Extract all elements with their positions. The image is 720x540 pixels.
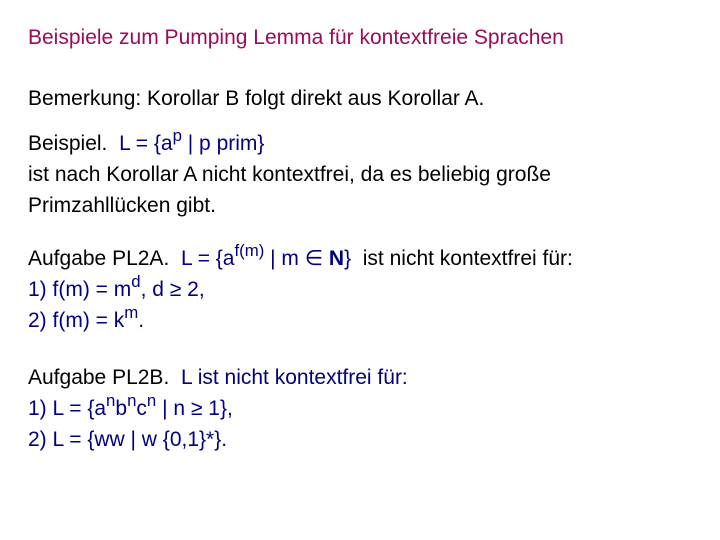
example-label: Beispiel. [28, 132, 108, 155]
example-line-2: ist nach Korollar A nicht kontextfrei, da es beliebig große [28, 163, 551, 186]
task-b-label: Aufgabe PL2B. [28, 366, 170, 389]
task-b-tail: L ist nicht kontextfrei für: [180, 366, 408, 389]
example-paragraph [28, 125, 551, 221]
task-b-item-1-c: c [136, 397, 147, 420]
task-a-item-1-sup: d [131, 271, 141, 291]
task-a-label: Aufgabe PL2A. [28, 247, 170, 270]
example-formula-prefix: L = {a [119, 132, 173, 155]
slide-title: Beispiele zum Pumping Lemma für kontextfreie Sprachen [28, 26, 564, 49]
remark-paragraph [28, 83, 484, 114]
task-b-item-1-suffix: | n ≥ 1}, [156, 397, 233, 420]
task-a-formula [180, 240, 352, 270]
task-a-line-1 [28, 240, 573, 274]
remark-text: Bemerkung: Korollar B folgt direkt aus Korollar A. [28, 87, 485, 110]
task-a-item-2-suffix: . [138, 309, 145, 332]
example-line-1 [28, 125, 551, 159]
task-b-line-1 [28, 362, 408, 393]
task-b-item-1 [28, 390, 408, 424]
task-b-item-1-sup-a: n [106, 390, 116, 410]
task-a-item-1 [28, 271, 573, 305]
example-formula-sup: p [172, 125, 182, 145]
task-a-item-2-prefix: 2) f(m) = k [28, 309, 125, 332]
task-a-paragraph [28, 240, 573, 336]
task-a-item-2 [28, 302, 573, 336]
task-b-item-2: 2) L = {ww | w {0,1}*}. [28, 428, 228, 451]
example-formula [119, 125, 265, 155]
task-b-item-1-sup-c: n [146, 390, 157, 410]
example-line-3: Primzahllücken gibt. [28, 194, 216, 217]
task-b-item-1-b: b [115, 397, 128, 420]
task-a-formula-mid: | m [264, 247, 305, 270]
task-b-item-1-sup-b: n [127, 390, 137, 410]
task-a-item-2-sup: m [124, 302, 139, 322]
task-a-item-1-suffix: , d ≥ 2, [140, 278, 205, 301]
task-a-formula-prefix: L = {a [180, 247, 235, 270]
task-a-tail: ist nicht kontextfrei für: [362, 247, 573, 270]
element-of-symbol: ∈ [304, 247, 324, 270]
example-formula-suffix: | p prim} [181, 132, 265, 155]
natural-numbers-symbol: N [328, 247, 345, 270]
task-a-formula-sup: f(m) [234, 240, 265, 260]
task-a-formula-close: } [344, 247, 352, 270]
task-a-item-1-prefix: 1) f(m) = m [28, 278, 132, 301]
task-b-item-1-prefix: 1) L = {a [28, 397, 107, 420]
task-b-paragraph [28, 362, 408, 455]
